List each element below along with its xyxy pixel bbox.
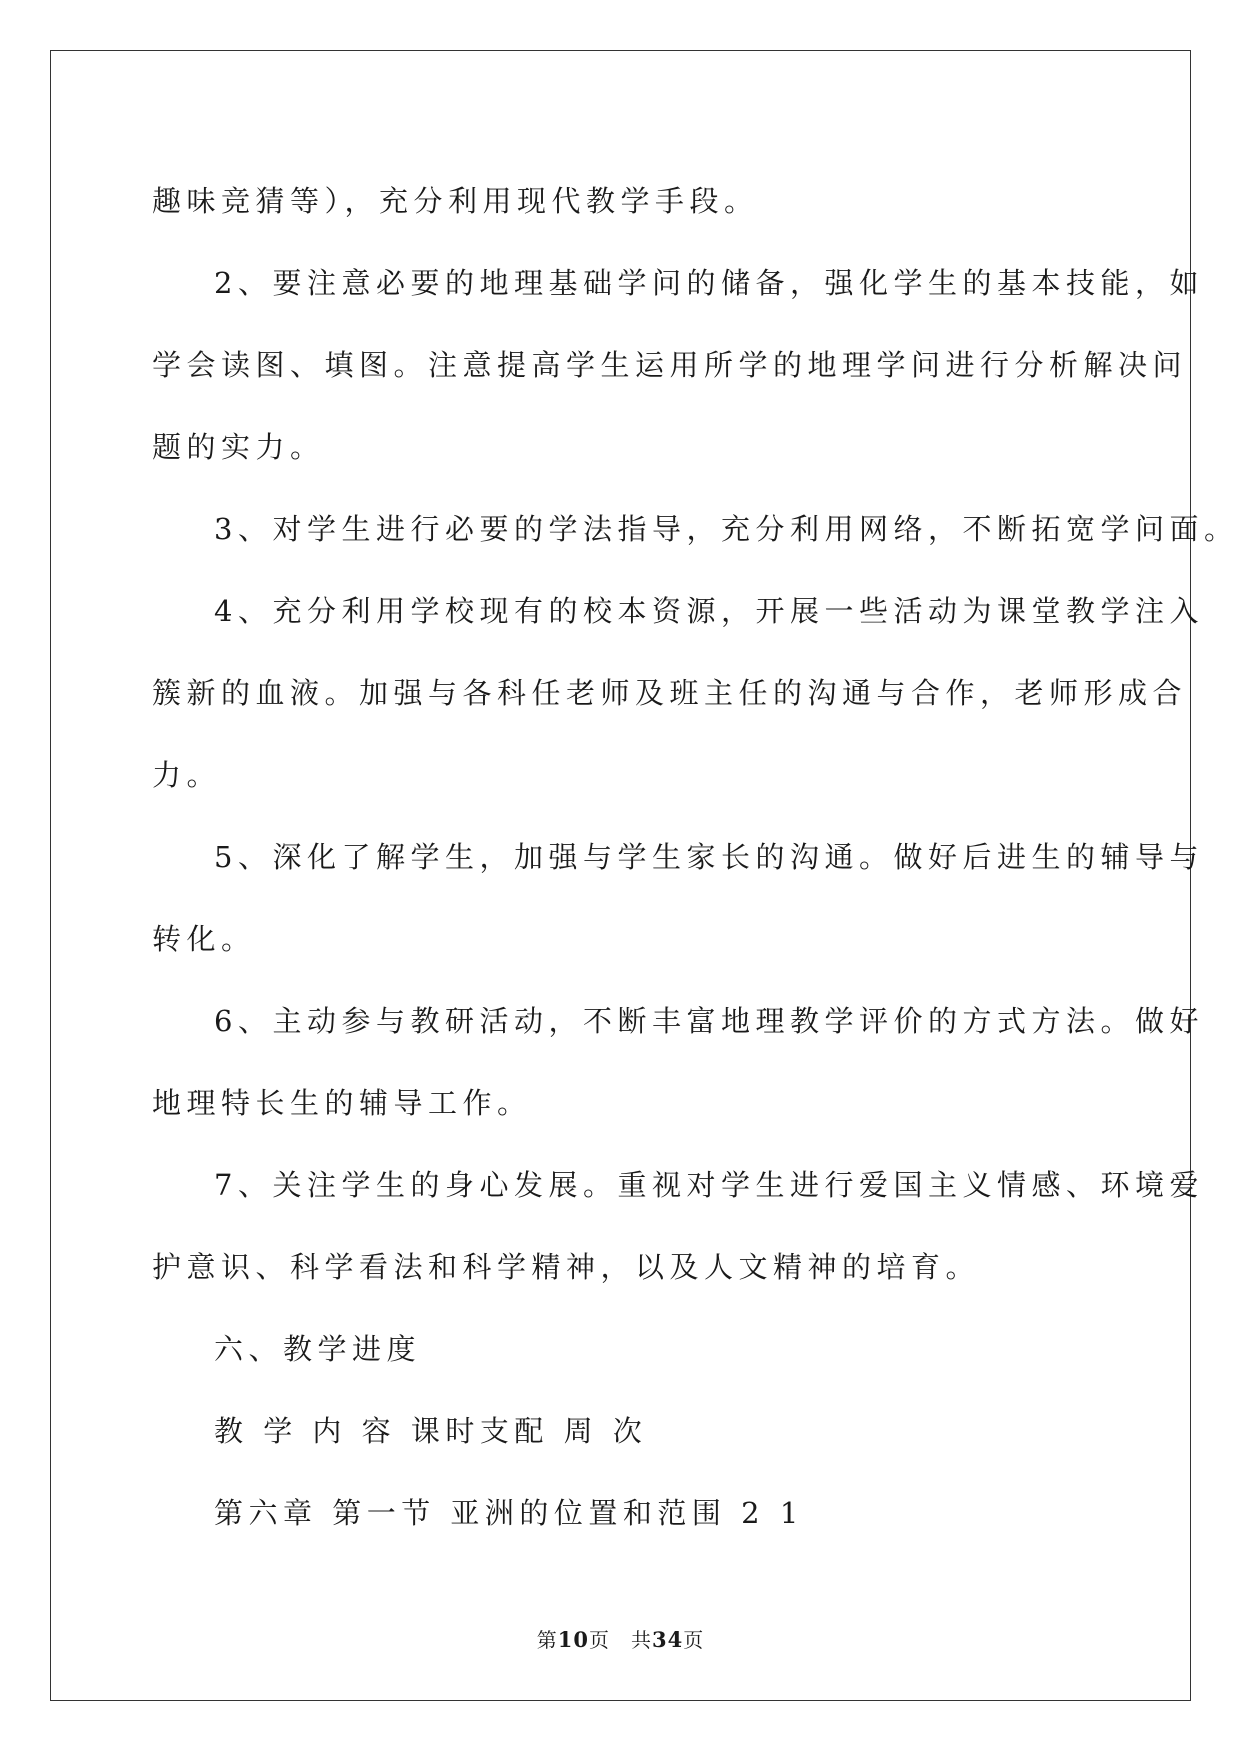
text-line: 簇新的血液。加强与各科任老师及班主任的沟通与合作，老师形成合: [152, 676, 1188, 710]
text-line: 趣味竞猜等），充分利用现代教学手段。: [152, 184, 759, 218]
table-header-line: 教 学 内 容 课时支配 周 次: [214, 1414, 648, 1448]
footer-prefix: 第: [536, 1628, 558, 1652]
text-line: 7、关注学生的身心发展。重视对学生进行爱国主义情感、环境爱: [214, 1168, 1204, 1202]
text-line: 学会读图、填图。注意提高学生运用所学的地理学问进行分析解决问: [152, 348, 1188, 382]
page-footer: [0, 1624, 1241, 1653]
text-line: 6、主动参与教研活动，不断丰富地理教学评价的方式方法。做好: [214, 1004, 1204, 1038]
text-line: 护意识、科学看法和科学精神，以及人文精神的培育。: [152, 1250, 981, 1284]
text-line: 2、要注意必要的地理基础学问的储备，强化学生的基本技能，如: [214, 266, 1204, 300]
current-page-number: 10: [557, 1627, 589, 1652]
table-row-line: 第六章 第一节 亚洲的位置和范围 2 1: [214, 1496, 804, 1530]
text-line: 力。: [152, 758, 222, 792]
text-line: 5、深化了解学生，加强与学生家长的沟通。做好后进生的辅导与: [214, 840, 1204, 874]
text-line: 转化。: [152, 922, 256, 956]
footer-suffix: 页: [683, 1628, 705, 1652]
text-line: 题的实力。: [152, 430, 325, 464]
text-line: 地理特长生的辅导工作。: [152, 1086, 532, 1120]
total-pages-number: 34: [652, 1627, 684, 1652]
footer-mid: 页 共: [589, 1628, 652, 1652]
text-line: 4、充分利用学校现有的校本资源，开展一些活动为课堂教学注入: [214, 594, 1204, 628]
text-line: 3、对学生进行必要的学法指导，充分利用网络，不断拓宽学问面。: [214, 512, 1239, 546]
section-heading: 六、教学进度: [214, 1332, 422, 1366]
document-body: [152, 160, 1239, 1554]
